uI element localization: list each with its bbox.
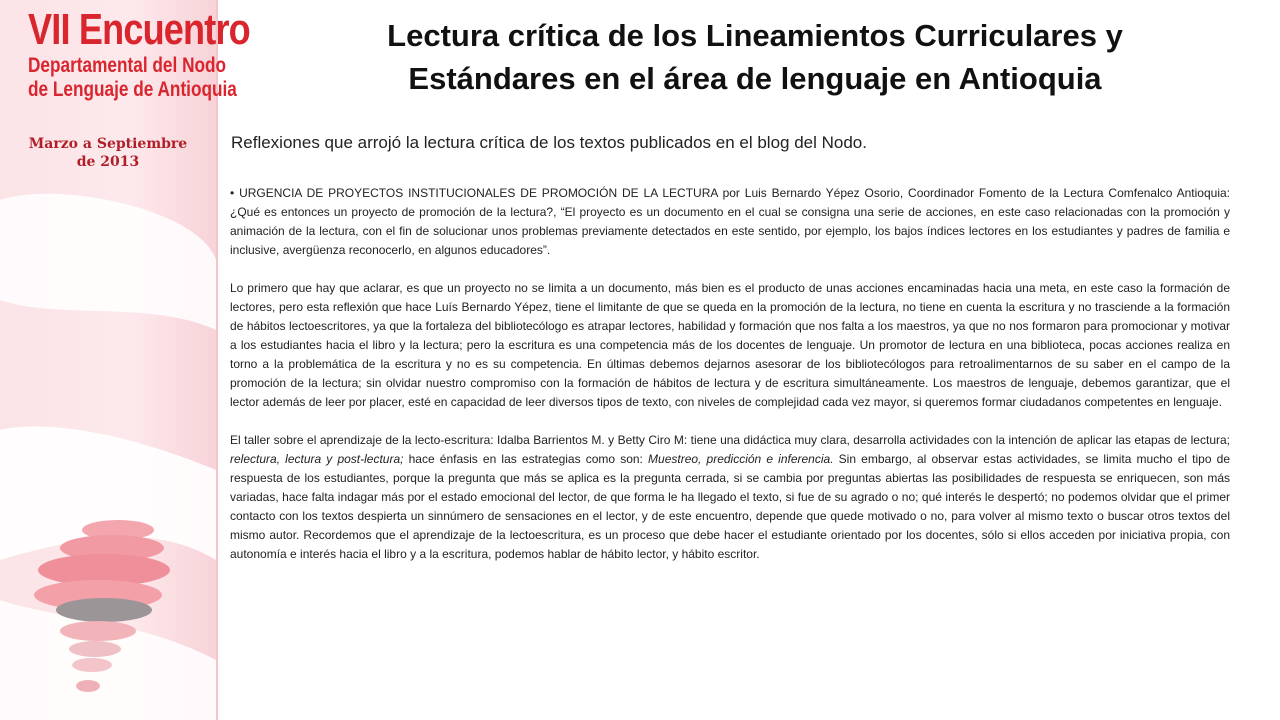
logo-line-2: Departamental del Nodo (28, 54, 227, 77)
event-logo (10, 5, 250, 102)
p3-text-c: hace énfasis en las estrategias como son: (403, 452, 649, 466)
event-dates (10, 135, 206, 171)
body-paragraph-2: Lo primero que hay que aclarar, es que un proyecto no se limita a un documento, más bien es el producto de unas acciones encaminadas hacia una meta, en este caso la formación de lectores, pero esta reflexión que hace Luís Bernardo Yépez, tiene el limitante de que se queda en la promoción de la lectura, no tiene en cuenta la escritura y no trasciende a la formación de hábitos lectoescritores, ya que la fortaleza del bibliotecólogo es atrapar lectores, habilidad y formación que nos falta a los maestros, ya que no nos formaron para promocionar y motivar a los estudiantes hacia el libro y la lectura; pero la escritura es una competencia más de los docentes de lenguaje. Un promotor de lectura en una biblioteca, pocas acciones realiza en torno a la problemática de la escritura y no es su competencia. En últimas debemos dejarnos asesorar de los bibliotecólogos para retroalimentarnos de su saber en el campo de la promoción de la lectura; sin olvidar nuestro compromiso con la formación de hábitos de lectura y de escritura simultáneamente. Los maestros de lenguaje, debemos garantizar, que el lector además de leer por placer, esté en capacidad de leer diversos tipos de texto, con niveles de complejidad cada vez mayor, si queremos formar ciudadanos competentes en lenguaje. (230, 281, 1230, 409)
slide-body (230, 184, 1230, 583)
p3-text-e: Sin embargo, al observar estas actividades, se limita mucho el tipo de respuesta de los estudiantes, porque la pregunta que más se aplica es la pregunta cerrada, si se cambia por preguntas abiertas las posibilidades de respuesta se enriquecen, son más variadas, hace falta indagar más por el estado emocional del lector, de que forma le ha llegado el texto, si fue de su agrado o no; qué interés le despertó; no podemos olvidar que el primer contacto con los textos despierta un sinnúmero de sensaciones en el lector, y de este encuentro, depende que quede motivado o no, para volver al mismo texto o buscar otros textos del mismo autor. Recordemos que el aprendizaje de la lectoescritura, es un proceso que debe hacer el estudiante orientado por los docentes, sólo si ellos acceden por iniciativa propia, con autonomía e interés hacia el libro y a la escritura, podemos hablar de hábito lector, y hábito escritor. (230, 452, 1230, 561)
p3-italic-stages: relectura, lectura y post-lectura; (230, 452, 404, 466)
p3-italic-strategies: Muestreo, predicción e inferencia. (648, 452, 834, 466)
slide-subtitle: Reflexiones que arrojó la lectura crítica de los textos publicados en el blog del Nodo. (231, 133, 867, 152)
p3-text-a: El taller sobre el aprendizaje de la lecto-escritura: Idalba Barrientos M. y Betty Ciro M: tiene una didáctica muy clara, desarrolla actividades con la intención de aplicar las etapas de lectura; (230, 433, 1230, 447)
title-line-2: Estándares en el área de lenguaje en Antioquia (408, 61, 1102, 96)
logo-line-3: de Lenguaje de Antioquia (28, 78, 237, 101)
sidebar-panel (0, 0, 250, 720)
title-line-1: Lectura crítica de los Lineamientos Curriculares y (387, 18, 1123, 53)
body-paragraph-3 (230, 431, 1230, 564)
bullet-paragraph: • URGENCIA DE PROYECTOS INSTITUCIONALES DE PROMOCIÓN DE LA LECTURA por Luis Bernardo Yépez Osorio, Coordinador Fomento de la Lectura Comfenalco Antioquia: ¿Qué es entonces un proyecto de promoción de la lectura?, “El proyecto es un documento en el cual se consigna una serie de acciones, en este caso relacionadas con la promoción y animación de la lectura, con el fin de solucionar unos problemas previamente detectados en este sentido, por ejemplo, los bajos índices lectores en los estudiantes y padres de familia e inclusive, avergüenza reconocerlo, en algunos educadores”. (230, 184, 1230, 260)
dates-line-1: Marzo a Septiembre (28, 136, 188, 152)
dates-line-2: de 2013 (76, 154, 140, 170)
slide-title (240, 14, 1270, 100)
logo-line-1: VII Encuentro (28, 5, 250, 54)
decorative-swirl-image (0, 0, 250, 720)
